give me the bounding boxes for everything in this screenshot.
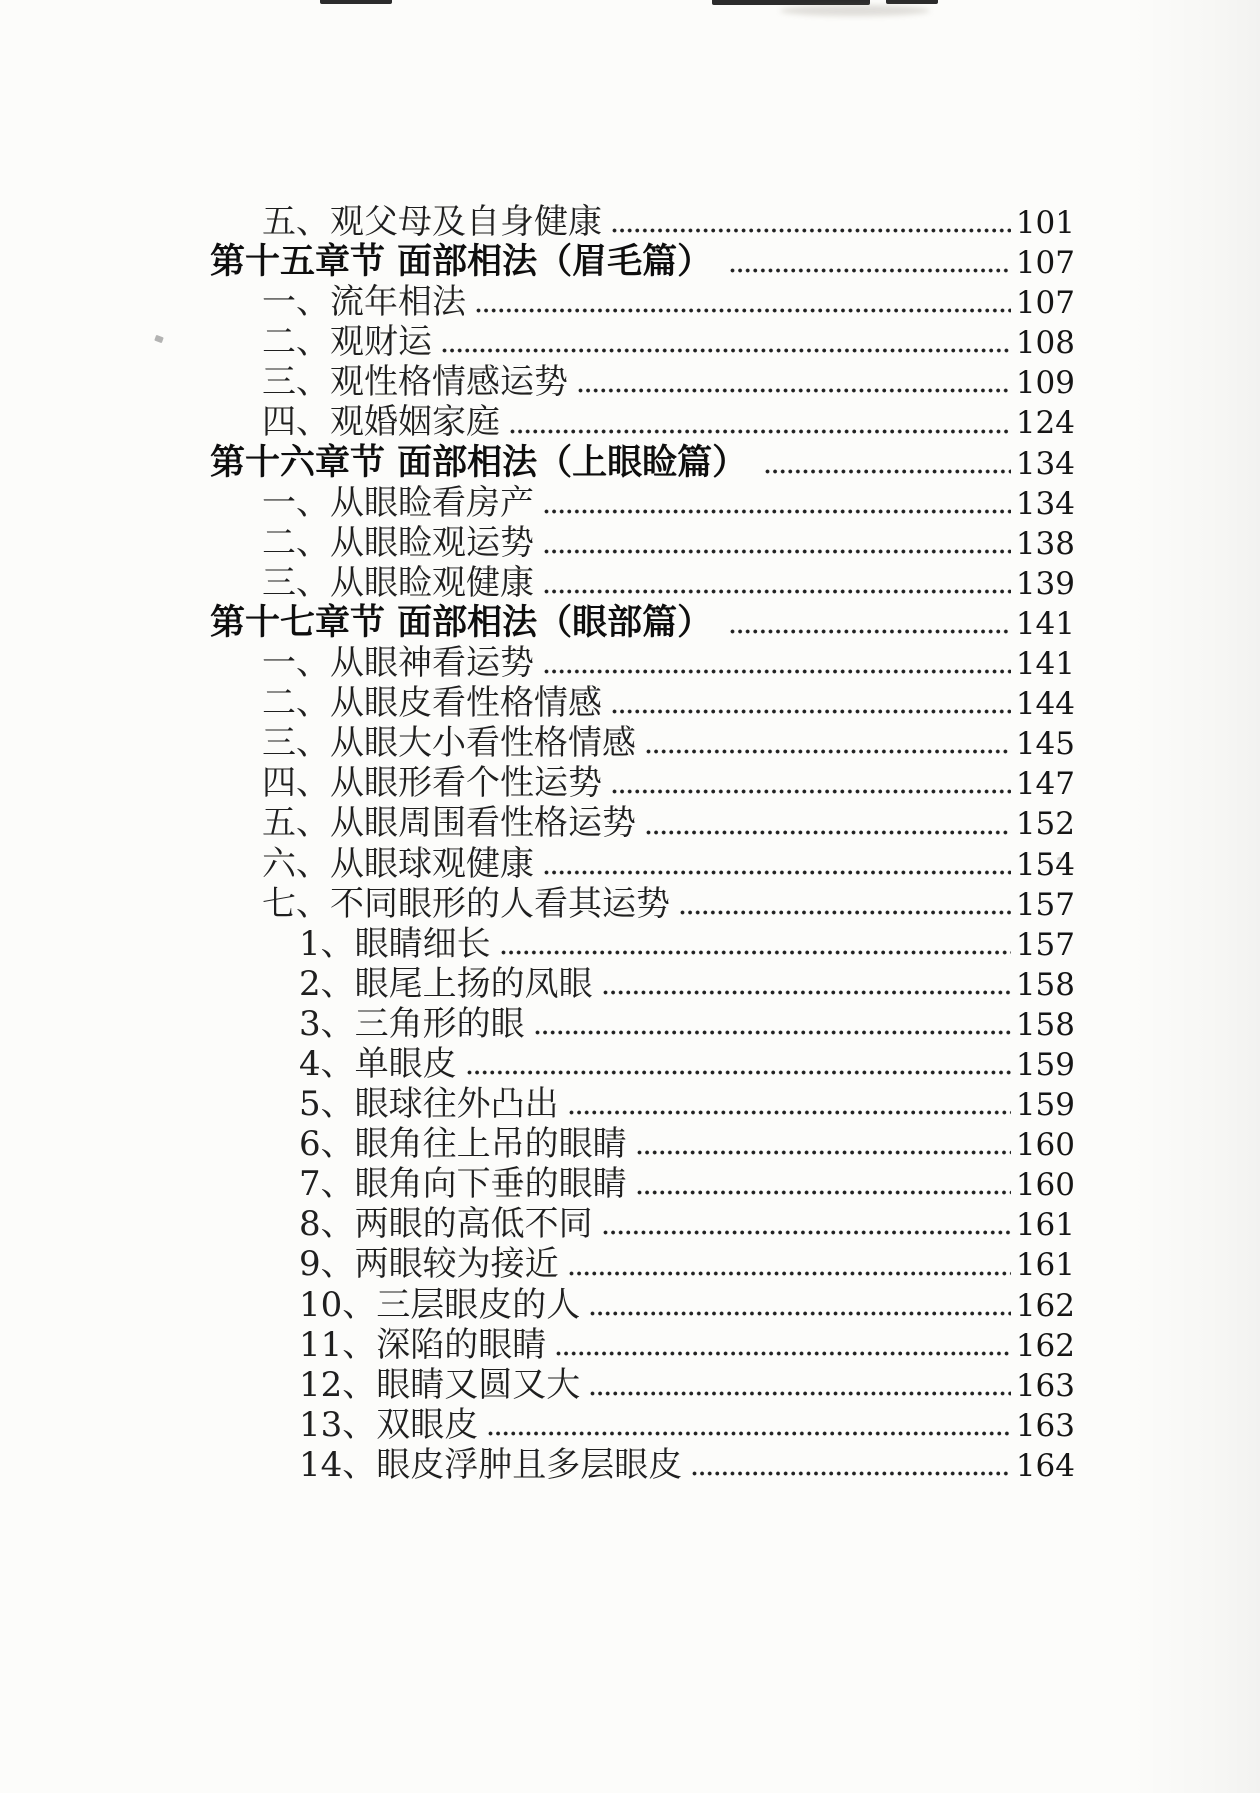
toc-entry-title: 三、从眼大小看性格情感 xyxy=(262,723,636,764)
toc-entry-page-number: 161 xyxy=(1015,1207,1075,1244)
toc-entry-title: 六、从眼球观健康 xyxy=(262,843,534,884)
toc-entry-title: 7、眼角向下垂的眼睛 xyxy=(299,1164,627,1205)
toc-entry xyxy=(0,563,1075,603)
toc-entry-page-number: 160 xyxy=(1015,1167,1075,1204)
toc-entry-page-number: 141 xyxy=(1015,646,1075,683)
toc-entry xyxy=(0,523,1075,563)
dot-leader xyxy=(637,1150,1011,1155)
toc-entry-title: 第十五章节 面部相法（眉毛篇） xyxy=(210,242,713,283)
dot-leader xyxy=(488,1431,1011,1436)
toc-entry-title: 第十七章节 面部相法（眼部篇） xyxy=(210,602,713,643)
dot-leader xyxy=(603,990,1011,995)
toc-entry-page-number: 162 xyxy=(1015,1287,1075,1324)
dot-leader xyxy=(569,1271,1011,1276)
toc-entry-page-number: 108 xyxy=(1015,325,1075,362)
dot-leader xyxy=(544,669,1011,674)
toc-entry xyxy=(0,1084,1075,1124)
toc-entry-title: 2、眼尾上扬的凤眼 xyxy=(299,963,593,1004)
dot-leader xyxy=(544,870,1011,875)
toc-entry xyxy=(0,362,1075,402)
scan-artifact xyxy=(320,0,392,4)
toc-entry-page-number: 163 xyxy=(1015,1407,1075,1444)
toc-entry-title: 五、观父母及自身健康 xyxy=(262,202,602,242)
toc-entry-page-number: 163 xyxy=(1015,1367,1075,1404)
toc-entry-title: 四、从眼形看个性运势 xyxy=(262,763,602,804)
dot-leader xyxy=(680,910,1011,915)
toc-entry-page-number: 157 xyxy=(1015,926,1075,963)
dot-leader xyxy=(612,789,1011,794)
toc-entry-page-number: 139 xyxy=(1015,565,1075,602)
toc-entry-page-number: 109 xyxy=(1015,365,1075,402)
toc-entry xyxy=(0,322,1075,362)
toc-entry-title: 二、从眼皮看性格情感 xyxy=(262,683,602,724)
toc-entry-page-number: 161 xyxy=(1015,1247,1075,1284)
toc-entry-title: 一、从眼神看运势 xyxy=(262,643,534,684)
toc-entry-title: 第十六章节 面部相法（上眼睑篇） xyxy=(210,442,748,483)
toc-entry xyxy=(0,483,1075,523)
toc-entry-page-number: 160 xyxy=(1015,1127,1075,1164)
toc-entry-title: 二、观财运 xyxy=(262,322,432,363)
toc-entry xyxy=(0,1124,1075,1164)
dot-leader xyxy=(535,1030,1011,1035)
toc-entry-page-number: 107 xyxy=(1015,285,1075,322)
toc-entry xyxy=(0,924,1075,964)
toc-entry-title: 三、观性格情感运势 xyxy=(262,362,568,403)
toc-entry xyxy=(0,723,1075,763)
toc-entry-title: 4、单眼皮 xyxy=(299,1043,457,1084)
toc-list xyxy=(0,202,1075,1485)
toc-entry-page-number: 145 xyxy=(1015,726,1075,763)
toc-entry-title: 二、从眼睑观运势 xyxy=(262,522,534,563)
scan-edge-shadow xyxy=(1130,0,1260,1793)
toc-entry xyxy=(0,803,1075,843)
scan-smudge xyxy=(780,5,930,16)
toc-entry-page-number: 138 xyxy=(1015,525,1075,562)
dot-leader xyxy=(569,1110,1011,1115)
dot-leader xyxy=(646,830,1011,835)
toc-entry-page-number: 154 xyxy=(1015,846,1075,883)
dot-leader xyxy=(637,1190,1011,1195)
dot-leader xyxy=(603,1230,1011,1235)
toc-entry-page-number: 158 xyxy=(1015,1006,1075,1043)
toc-entry xyxy=(0,402,1075,442)
toc-chapter-entry xyxy=(0,242,1075,282)
toc-entry-page-number: 124 xyxy=(1015,405,1075,442)
toc-entry-title: 四、观婚姻家庭 xyxy=(262,402,500,443)
toc-entry-title: 一、从眼睑看房产 xyxy=(262,482,534,523)
toc-entry-page-number: 147 xyxy=(1015,766,1075,803)
toc-entry xyxy=(0,763,1075,803)
toc-entry-page-number: 164 xyxy=(1015,1447,1075,1484)
dot-leader xyxy=(612,709,1011,714)
toc-entry xyxy=(0,1204,1075,1244)
dot-leader xyxy=(467,1070,1011,1075)
toc-entry xyxy=(0,1285,1075,1325)
toc-entry xyxy=(0,1445,1075,1485)
toc-entry-title: 五、从眼周围看性格运势 xyxy=(262,803,636,844)
dot-leader xyxy=(544,509,1011,514)
toc-chapter-entry xyxy=(0,603,1075,643)
dot-leader xyxy=(501,950,1011,955)
dot-leader xyxy=(646,749,1011,754)
dot-leader xyxy=(730,268,1011,273)
toc-entry-title: 12、眼睛又圆又大 xyxy=(299,1364,581,1405)
toc-entry-title: 三、从眼睑观健康 xyxy=(262,562,534,603)
toc-chapter-entry xyxy=(0,443,1075,483)
dot-leader xyxy=(590,1311,1011,1316)
dot-leader xyxy=(544,589,1011,594)
toc-entry-page-number: 152 xyxy=(1015,806,1075,843)
toc-entry xyxy=(0,1405,1075,1445)
toc-entry-title: 3、三角形的眼 xyxy=(299,1003,525,1044)
toc-entry xyxy=(0,643,1075,683)
toc-entry-page-number: 134 xyxy=(1015,445,1075,482)
toc-entry-title: 8、两眼的高低不同 xyxy=(299,1204,593,1245)
dot-leader xyxy=(730,629,1011,634)
toc-entry-title: 11、深陷的眼睛 xyxy=(299,1324,547,1365)
toc-entry xyxy=(0,1244,1075,1284)
toc-entry-title: 13、双眼皮 xyxy=(299,1404,479,1445)
toc-entry xyxy=(0,683,1075,723)
dot-leader xyxy=(612,228,1011,233)
dot-leader xyxy=(556,1351,1011,1356)
dot-leader xyxy=(510,429,1011,434)
toc-entry xyxy=(0,1164,1075,1204)
dot-leader xyxy=(692,1471,1011,1476)
toc-entry-title: 6、眼角往上吊的眼睛 xyxy=(299,1124,627,1165)
toc-entry-page-number: 158 xyxy=(1015,966,1075,1003)
toc-entry-page-number: 144 xyxy=(1015,686,1075,723)
toc-entry-page-number: 141 xyxy=(1015,605,1075,642)
toc-entry xyxy=(0,202,1075,242)
toc-entry xyxy=(0,1004,1075,1044)
toc-entry-page-number: 159 xyxy=(1015,1046,1075,1083)
toc-entry-title: 9、两眼较为接近 xyxy=(299,1244,559,1285)
toc-entry xyxy=(0,964,1075,1004)
toc-entry-title: 一、流年相法 xyxy=(262,282,466,323)
dot-leader xyxy=(765,469,1011,474)
toc-entry-title: 14、眼皮浮肿且多层眼皮 xyxy=(299,1444,683,1485)
toc-entry-page-number: 101 xyxy=(1015,205,1075,241)
dot-leader xyxy=(544,549,1011,554)
toc-entry xyxy=(0,1325,1075,1365)
toc-entry-title: 1、眼睛细长 xyxy=(299,923,491,964)
toc-entry-title: 七、不同眼形的人看其运势 xyxy=(262,883,670,924)
toc-entry-page-number: 159 xyxy=(1015,1087,1075,1124)
toc-entry-page-number: 162 xyxy=(1015,1327,1075,1364)
toc-entry xyxy=(0,844,1075,884)
toc-entry-title: 10、三层眼皮的人 xyxy=(299,1284,581,1325)
toc-entry-page-number: 157 xyxy=(1015,886,1075,923)
scan-artifact xyxy=(886,0,938,4)
toc-entry xyxy=(0,884,1075,924)
toc-entry xyxy=(0,282,1075,322)
dot-leader xyxy=(578,388,1011,393)
toc-entry xyxy=(0,1044,1075,1084)
dot-leader xyxy=(590,1391,1011,1396)
dot-leader xyxy=(476,308,1011,313)
toc-entry-page-number: 134 xyxy=(1015,485,1075,522)
toc-entry-page-number: 107 xyxy=(1015,245,1075,282)
dot-leader xyxy=(442,348,1011,353)
toc-entry-title: 5、眼球往外凸出 xyxy=(299,1084,559,1125)
toc-entry xyxy=(0,1365,1075,1405)
